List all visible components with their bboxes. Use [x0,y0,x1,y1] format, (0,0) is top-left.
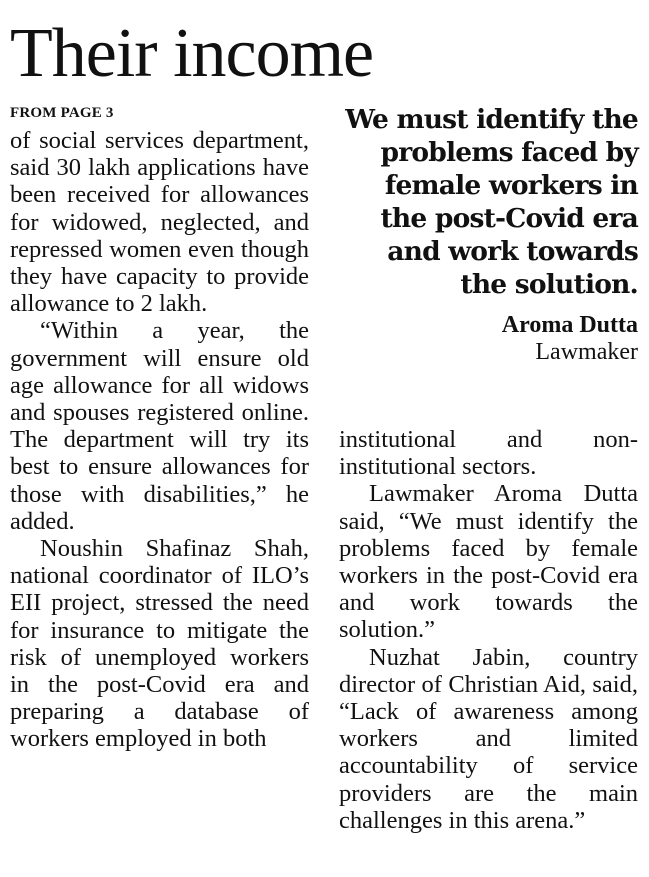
pull-quote [339,103,638,366]
left-paragraph-3: Noushin Shafinaz Shah, national coordinator of ILO’s EII project, stressed the need for insurance to mitigate the risk of unemployed workers in the post-Covid era and preparing a database of workers employed in both [10,535,309,753]
right-paragraph-1: institutional and non-institutional sectors. [339,426,638,481]
continued-from-label: FROM PAGE 3 [10,105,114,121]
pull-quote-role: Lawmaker [535,339,638,365]
right-paragraph-2: Lawmaker Aroma Dutta said, “We must identify the problems faced by female workers in the post-Covid era and work towards the solution.” [339,480,638,644]
right-column [339,426,638,834]
left-paragraph-1: of social services department, said 30 lakh applications have been received for allowances for widowed, neglected, and repressed women even though they have capacity to provide allowance to 2 lakh. [10,127,309,318]
left-column [10,127,309,753]
left-paragraph-2: “Within a year, the government will ensure old age allowance for all widows and spouses registered online. The department will try its best to ensure allowances for those with disabilities,” he added. [10,317,309,535]
pull-quote-text: We must identify the problems faced by female workers in the post-Covid era and work towards the solution. [345,104,638,300]
right-paragraph-3: Nuzhat Jabin, country director of Christian Aid, said, “Lack of awareness among workers and limited accountability of service providers are the main challenges in this arena.” [339,643,638,834]
pull-quote-name: Aroma Dutta [501,312,638,338]
headline: Their income [10,15,374,92]
